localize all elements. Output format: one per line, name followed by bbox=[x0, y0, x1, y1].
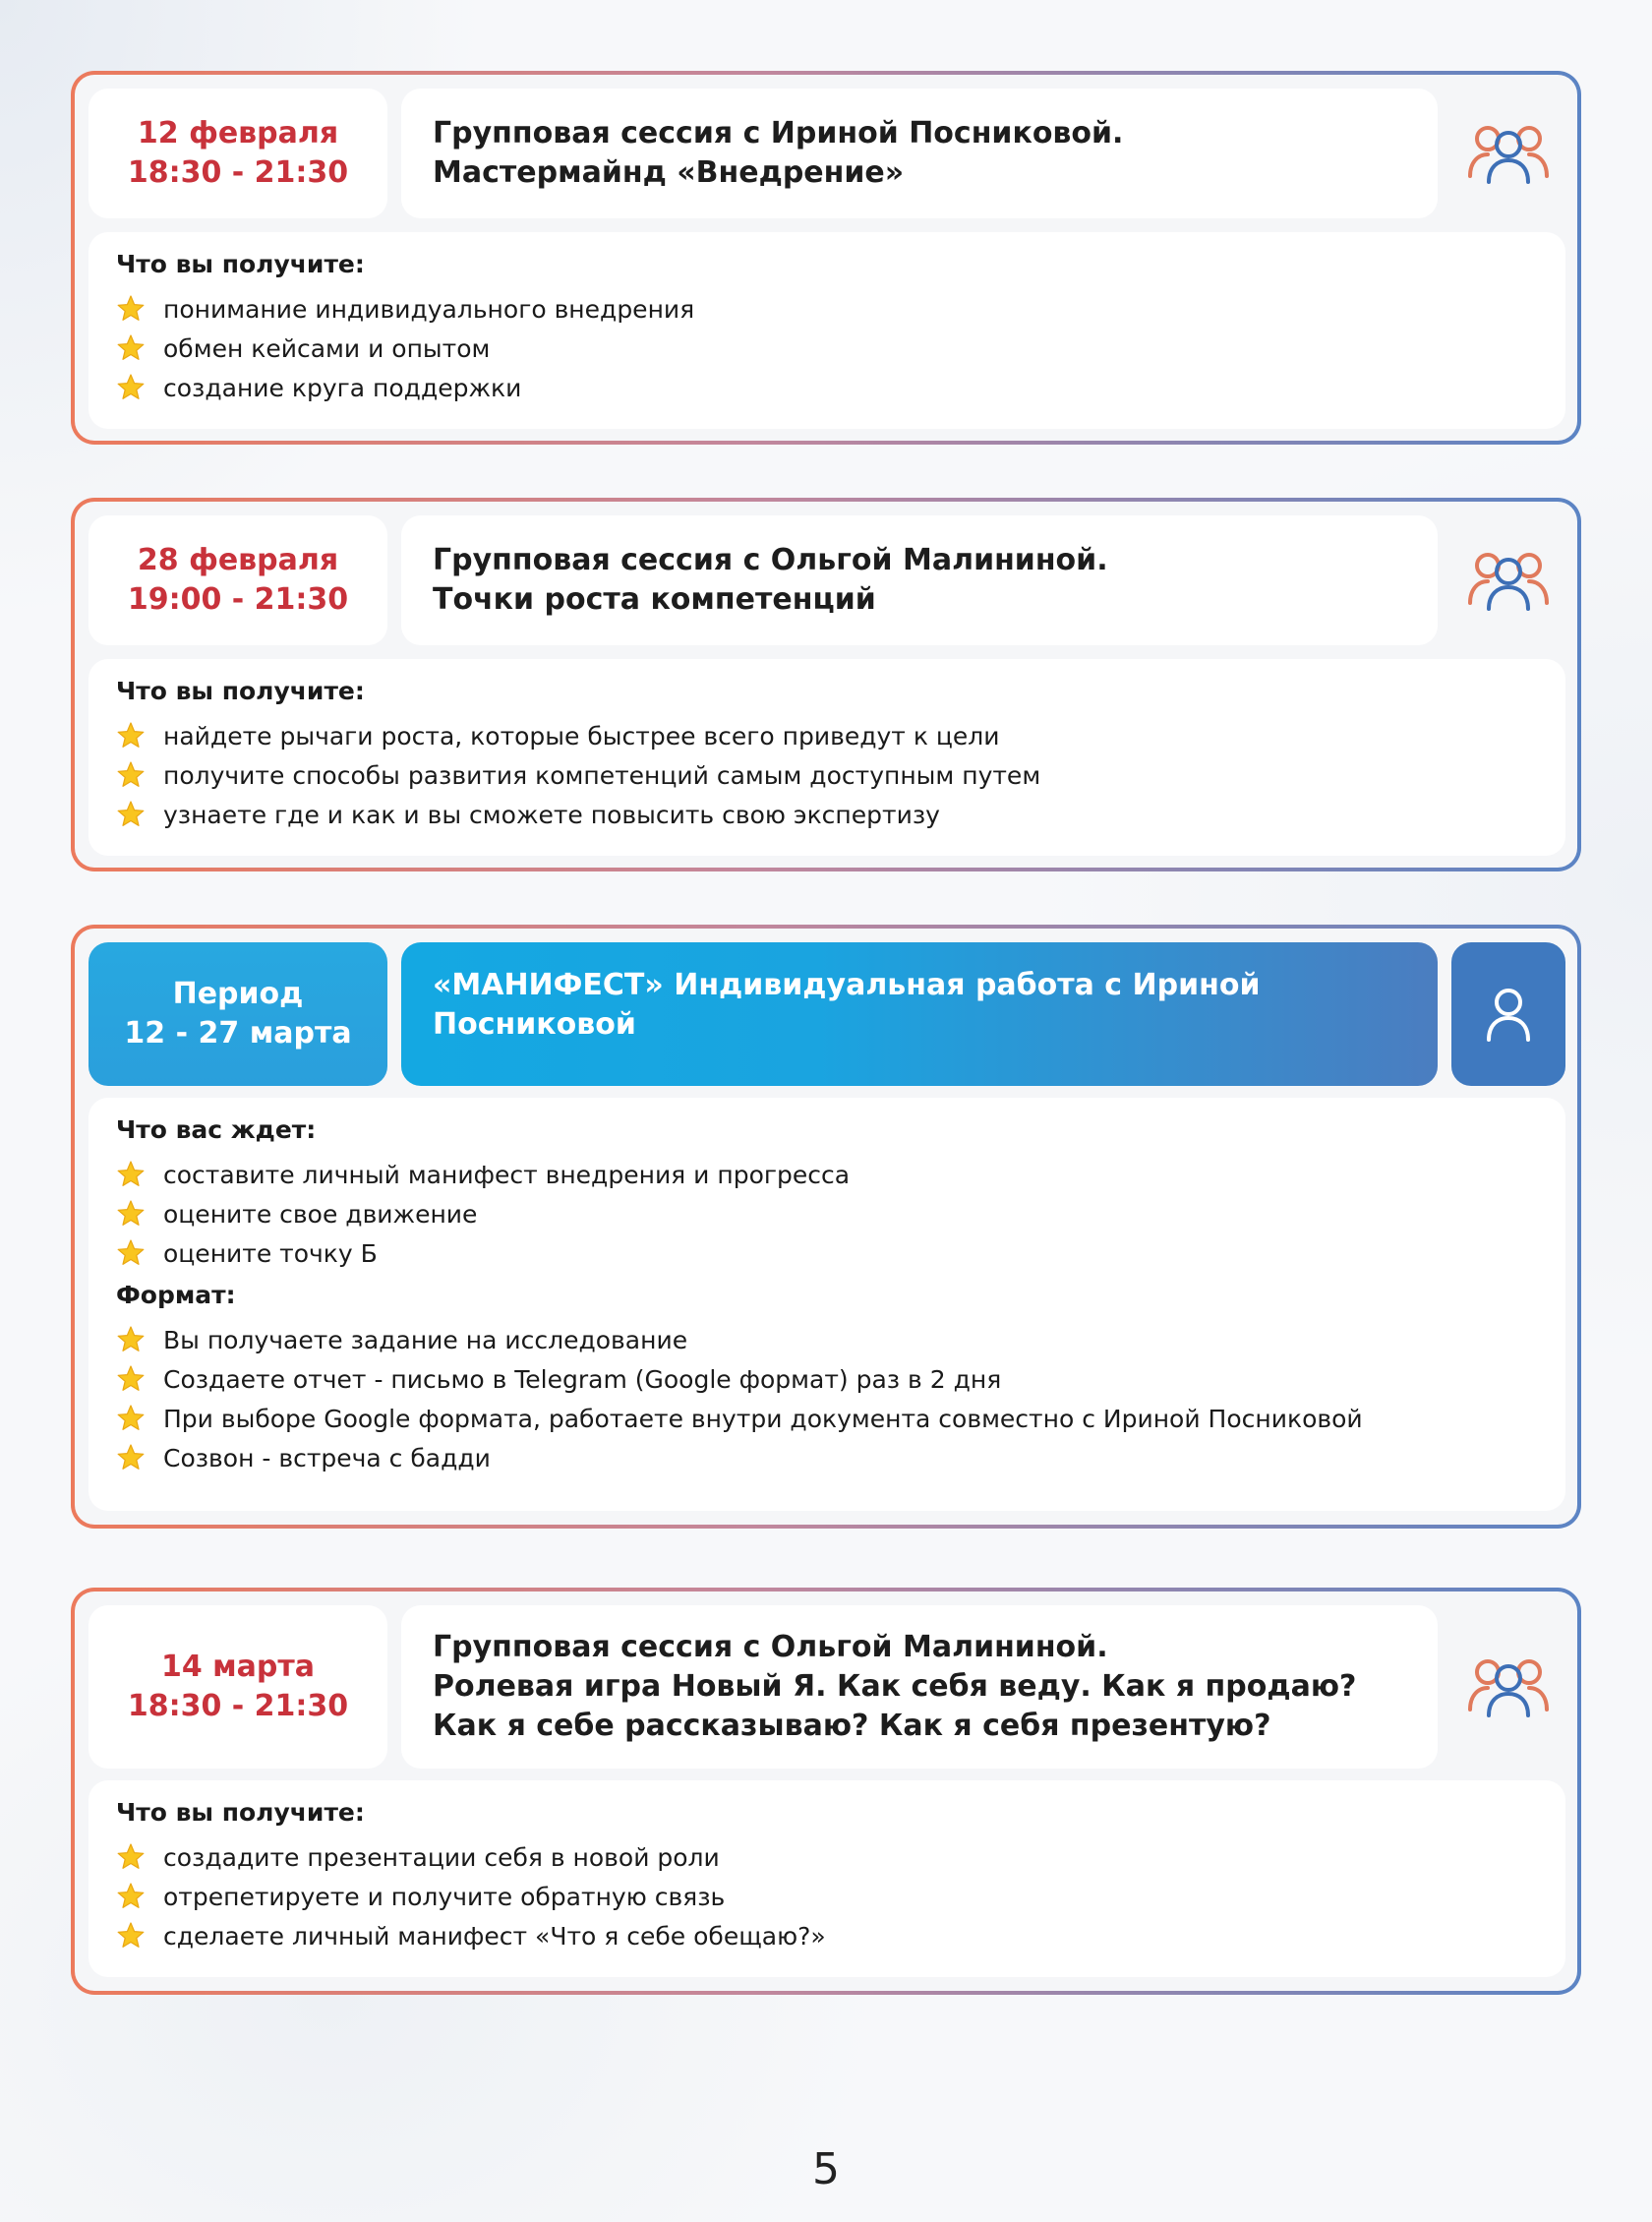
event-details bbox=[88, 1098, 1565, 1511]
event-period-box bbox=[88, 942, 387, 1086]
event-title-box bbox=[401, 1605, 1438, 1769]
star-icon bbox=[116, 1160, 146, 1189]
star-icon bbox=[116, 333, 146, 363]
star-icon bbox=[116, 1921, 146, 1951]
event-period-range: 12 - 27 марта bbox=[124, 1016, 352, 1051]
section-label: Что вы получите: bbox=[116, 250, 365, 278]
event-card-2 bbox=[71, 498, 1581, 871]
list-item: сделаете личный манифест «Что я себе обещаю?» bbox=[116, 1916, 1538, 1955]
event-time: 18:30 - 21:30 bbox=[127, 155, 349, 190]
event-benefits bbox=[88, 232, 1565, 429]
star-icon bbox=[116, 1443, 146, 1472]
list-item: составите личный манифест внедрения и прогресса bbox=[116, 1155, 1538, 1194]
event-date: 12 февраля bbox=[137, 116, 339, 150]
list-item: создадите презентации себя в новой роли bbox=[116, 1837, 1538, 1877]
list-item: создание круга поддержки bbox=[116, 368, 1538, 407]
star-icon bbox=[116, 1882, 146, 1911]
list-item: понимание индивидуального внедрения bbox=[116, 289, 1538, 329]
event-time: 18:30 - 21:30 bbox=[127, 1689, 349, 1723]
event-card-1 bbox=[71, 71, 1581, 445]
event-card-4 bbox=[71, 1588, 1581, 1995]
star-icon bbox=[116, 1238, 146, 1268]
event-title-line: Групповая сессия с Ольгой Малининой. bbox=[433, 1630, 1108, 1664]
star-icon bbox=[116, 373, 146, 402]
list-item: оцените свое движение bbox=[116, 1194, 1538, 1233]
list-item: оцените точку Б bbox=[116, 1233, 1538, 1273]
star-icon bbox=[116, 1325, 146, 1354]
list-item: При выборе Google формата, работаете внутри документа совместно с Ириной Посниковой bbox=[116, 1399, 1538, 1438]
event-icon-box bbox=[1451, 942, 1565, 1086]
event-benefits bbox=[88, 659, 1565, 856]
section-label: Что вас ждет: bbox=[116, 1115, 317, 1144]
list-item: отрепетируете и получите обратную связь bbox=[116, 1877, 1538, 1916]
group-people-icon bbox=[1464, 548, 1553, 613]
event-title-box bbox=[401, 515, 1438, 645]
star-icon bbox=[116, 1364, 146, 1394]
list-item: Создаете отчет - письмо в Telegram (Google формат) раз в 2 дня bbox=[116, 1359, 1538, 1399]
event-title-box bbox=[401, 89, 1438, 218]
event-benefits bbox=[88, 1780, 1565, 1977]
event-date: 14 марта bbox=[160, 1650, 316, 1684]
star-icon bbox=[116, 1404, 146, 1433]
event-icon-box bbox=[1451, 89, 1565, 218]
single-person-icon bbox=[1479, 985, 1538, 1044]
event-time: 19:00 - 21:30 bbox=[127, 582, 349, 617]
event-card-manifest bbox=[71, 925, 1581, 1529]
event-title-line: Точки роста компетенций bbox=[433, 582, 876, 617]
event-title-line: Групповая сессия с Ириной Посниковой. bbox=[433, 116, 1124, 150]
star-icon bbox=[116, 760, 146, 790]
event-date-box bbox=[88, 1605, 387, 1769]
list-item: Созвон - встреча с бадди bbox=[116, 1438, 1538, 1477]
section-label: Что вы получите: bbox=[116, 1798, 365, 1827]
event-icon-box bbox=[1451, 1605, 1565, 1769]
list-item: обмен кейсами и опытом bbox=[116, 329, 1538, 368]
group-people-icon bbox=[1464, 1654, 1553, 1719]
star-icon bbox=[116, 721, 146, 751]
event-date: 28 февраля bbox=[137, 543, 339, 577]
event-title-box bbox=[401, 942, 1438, 1086]
section-label: Что вы получите: bbox=[116, 677, 365, 705]
star-icon bbox=[116, 800, 146, 829]
star-icon bbox=[116, 1842, 146, 1872]
star-icon bbox=[116, 294, 146, 324]
event-title-line: Мастермайнд «Внедрение» bbox=[433, 155, 905, 190]
event-period-label: Период bbox=[172, 977, 304, 1011]
event-title-line: «МАНИФЕСТ» Индивидуальная работа с Ириной Посниковой bbox=[433, 968, 1261, 1042]
event-title-line: Как я себе рассказываю? Как я себя презентую? bbox=[433, 1709, 1271, 1743]
event-title-line: Групповая сессия с Ольгой Малининой. bbox=[433, 543, 1108, 577]
star-icon bbox=[116, 1199, 146, 1229]
format-label: Формат: bbox=[116, 1281, 236, 1309]
event-title-line: Ролевая игра Новый Я. Как себя веду. Как я продаю? bbox=[433, 1669, 1357, 1704]
event-icon-box bbox=[1451, 515, 1565, 645]
group-people-icon bbox=[1464, 121, 1553, 186]
list-item: получите способы развития компетенций самым доступным путем bbox=[116, 755, 1538, 795]
list-item: найдете рычаги роста, которые быстрее всего приведут к цели bbox=[116, 716, 1538, 755]
event-date-box bbox=[88, 515, 387, 645]
list-item: Вы получаете задание на исследование bbox=[116, 1320, 1538, 1359]
page-number: 5 bbox=[812, 2144, 840, 2194]
list-item: узнаете где и как и вы сможете повысить свою экспертизу bbox=[116, 795, 1538, 834]
event-date-box bbox=[88, 89, 387, 218]
